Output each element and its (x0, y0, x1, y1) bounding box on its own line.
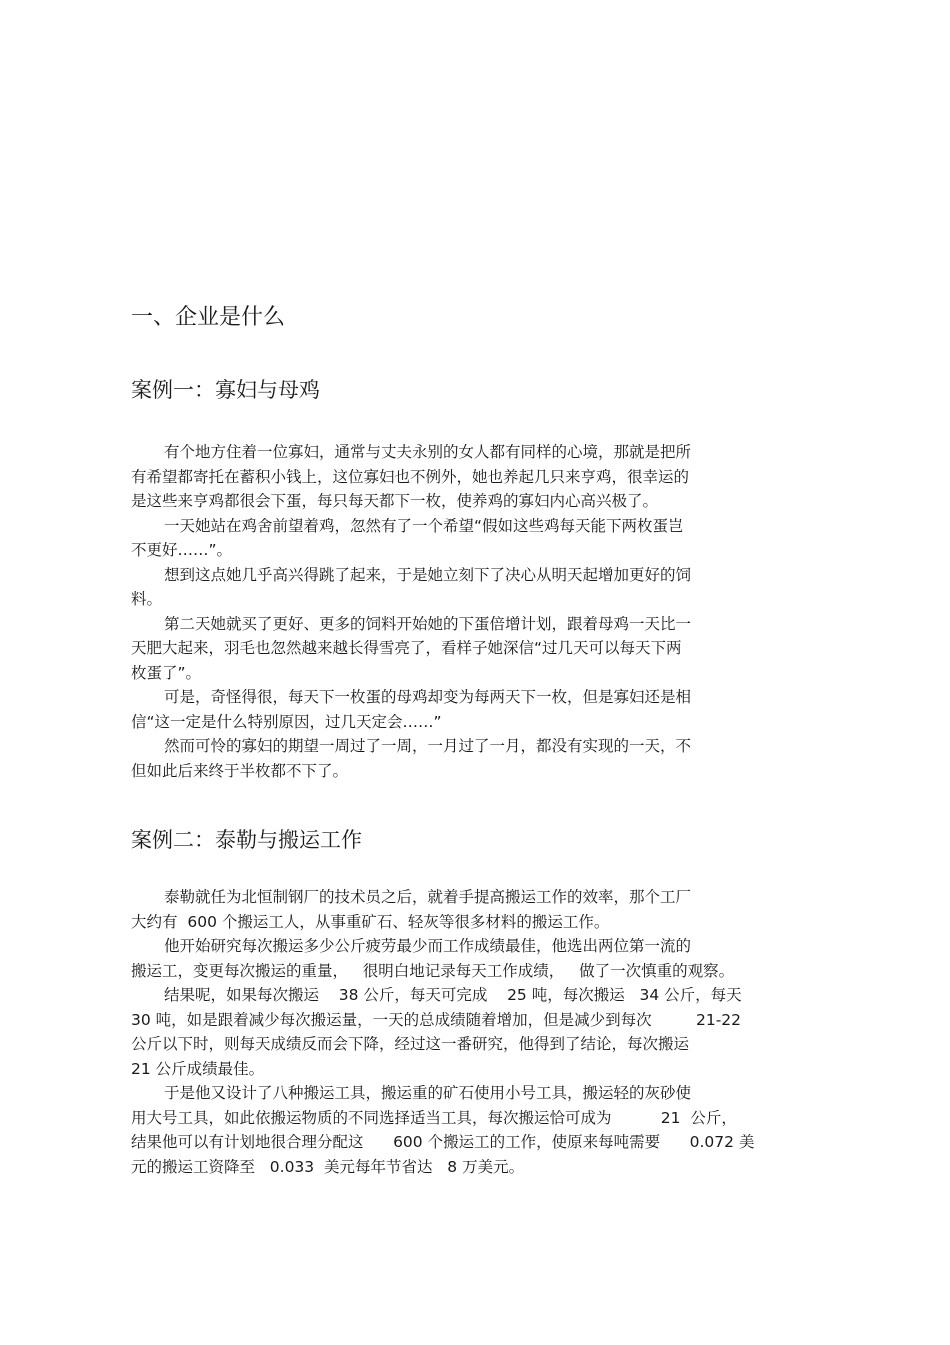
case-one-line: 但如此后来终于半枚都不下了。 (131, 761, 349, 780)
case-two-line: 他开始研究每次搬运多少公斤疲劳最少而工作成绩最佳，他选出两位第一流的 (164, 937, 692, 955)
case-two-line: 30 吨，如是跟着减少每次搬运量，一天的总成绩随着增加，但是减少到每次 21-22 (131, 1010, 742, 1029)
case-one-line: 枚蛋了”。 (131, 663, 202, 682)
case-two-line: 元的搬运工资降至 0.033 美元每年节省达 8 万美元。 (131, 1157, 525, 1176)
case-one-line: 然而可怜的寡妇的期望一周过了一周，一月过了一月，都没有实现的一天，不 (164, 737, 692, 755)
case-two-line: 公斤以下时，则每天成绩反而会下降，经过这一番研究，他得到了结论，每次搬运 (131, 1035, 690, 1053)
case-two-line: 大约有 600 个搬运工人，从事重矿石、轻灰等很多材料的搬运工作。 (131, 912, 610, 931)
case-two-line: 用大号工具，如此依搬运物质的不同选择适当工具，每次搬运恰可成为 21 公斤， (131, 1108, 737, 1127)
case-one-line: 可是，奇怪得很，每天下一枚蛋的母鸡却变为每两天下一枚，但是寡妇还是相 (164, 688, 692, 706)
case-two-line: 结果呢，如果每次搬运 38 公斤，每天可完成 25 吨，每次搬运 34 公斤，每天 (164, 986, 742, 1004)
case-one-line: 第二天她就买了更好、更多的饲料开始她的下蛋倍增计划，跟着母鸡一天比一 (164, 614, 692, 633)
case-one-line: 有希望都寄托在蓄积小钱上，这位寡妇也不例外，她也养起几只来亨鸡，很幸运的 (131, 467, 690, 486)
case-two-line: 搬运工，变更每次搬运的重量， 很明白地记录每天工作成绩， 做了一次慎重的观察。 (131, 961, 735, 980)
case-two-body (131, 885, 754, 1179)
case-one-title: 案例一：寡妇与母鸡 (131, 378, 320, 402)
case-two-line: 泰勒就任为北恒制钢厂的技术员之后，就着手提高搬运工作的效率，那个工厂 (164, 888, 692, 906)
section-title: 一、企业是什么 (131, 305, 286, 330)
case-one-line: 是这些来亨鸡都很会下蛋，每只每天都下一枚，使养鸡的寡妇内心高兴极了。 (131, 492, 659, 510)
case-one-line: 天肥大起来，羽毛也忽然越来越长得雪亮了，看样子她深信“过几天可以每天下两 (131, 639, 682, 657)
case-two-title: 案例二：泰勒与搬运工作 (131, 828, 362, 852)
case-two-line: 21 公斤成绩最佳。 (131, 1059, 265, 1078)
case-one-line: 一天她站在鸡舍前望着鸡，忽然有了一个希望“假如这些鸡每天能下两枚蛋岂 (164, 516, 684, 535)
case-one-line: 有个地方住着一位寡妇，通常与丈夫永别的女人都有同样的心境，那就是把所 (164, 443, 692, 461)
case-two-line: 结果他可以有计划地很合理分配这 600 个搬运工的工作，使原来每吨需要 0.072 美 (131, 1133, 755, 1151)
case-one-line: 不更好……”。 (131, 541, 233, 559)
case-one-line: 想到这点她几乎高兴得跳了起来，于是她立刻下了决心从明天起增加更好的饲 (164, 565, 692, 584)
case-two-line: 于是他又设计了八种搬运工具，搬运重的矿石使用小号工具，搬运轻的灰砂使 (164, 1084, 692, 1102)
case-one-line: 信“这一定是什么特别原因，过几天定会……” (131, 712, 442, 731)
case-one-line: 料。 (131, 590, 163, 608)
case-one-body (131, 440, 691, 783)
